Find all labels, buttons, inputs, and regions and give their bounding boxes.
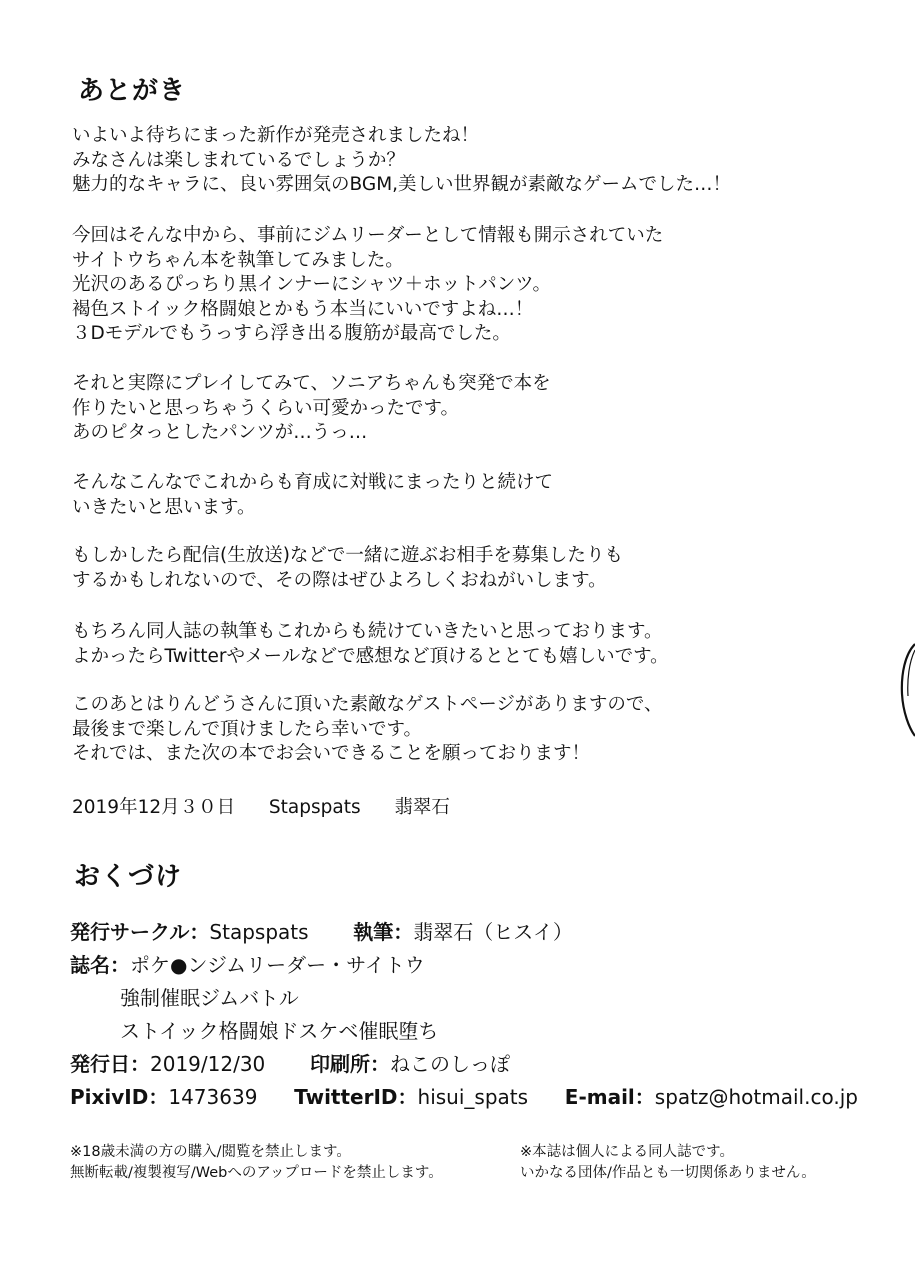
date-label: 発行日： bbox=[70, 1052, 150, 1076]
afterword-heading: あとがき bbox=[78, 76, 187, 106]
note-line: いかなる団体/作品とも一切関係ありません。 bbox=[520, 1165, 816, 1181]
text-line: みなさんは楽しまれているでしょうか？ bbox=[72, 149, 405, 171]
printer-label: 印刷所： bbox=[310, 1052, 390, 1076]
title-line-3: ストイック格闘娘ドスケベ催眠堕ち bbox=[120, 1019, 439, 1043]
writer-value: 翡翠石（ヒスイ） bbox=[413, 920, 573, 944]
printer-value: ねこのしっぽ bbox=[390, 1052, 510, 1076]
text-line: するかもしれないので、その際はぜひよろしくおねがいします。 bbox=[72, 569, 607, 591]
afterword-paragraph-7 bbox=[72, 693, 663, 767]
pixiv-value: 1473639 bbox=[168, 1085, 258, 1109]
title-line-1: ポケ●ンジムリーダー・サイトウ bbox=[130, 953, 425, 977]
pixiv-label: PixivID： bbox=[70, 1085, 169, 1109]
title-line-2: 強制催眠ジムバトル bbox=[120, 986, 299, 1010]
text-line: それでは、また次の本でお会いできることを願っております！ bbox=[72, 743, 591, 764]
notes-right bbox=[520, 1142, 816, 1184]
text-line: それと実際にプレイしてみて、ソニアちゃんも突発で本を bbox=[72, 373, 551, 394]
twitter-label: TwitterID： bbox=[294, 1085, 418, 1109]
text-line: よかったらTwitterやメールなどで感想など頂けるととても嬉しいです。 bbox=[72, 645, 669, 667]
email-label: E-mail： bbox=[564, 1085, 655, 1109]
afterword-paragraph-1 bbox=[72, 124, 731, 198]
text-line: いきたいと思います。 bbox=[72, 496, 256, 518]
colophon-block bbox=[70, 916, 858, 1114]
text-line: もちろん同人誌の執筆もこれからも続けていきたいと思っております。 bbox=[72, 621, 663, 642]
text-line: このあとはりんどうさんに頂いた素敵なゲストページがありますので、 bbox=[72, 694, 663, 715]
afterword-paragraph-5 bbox=[72, 544, 623, 593]
email-value: spatz@hotmail.co.jp bbox=[654, 1085, 858, 1109]
text-line: 最後まで楽しんで頂けましたら幸いです。 bbox=[72, 718, 423, 740]
colophon-row-contact bbox=[70, 1081, 858, 1114]
signature-circle: Stapspats bbox=[268, 797, 361, 818]
colophon-row-circle bbox=[70, 916, 858, 949]
text-line: 褐色ストイック格闘娘とかもう本当にいいですよね…！ bbox=[72, 298, 534, 320]
afterword-signature bbox=[72, 793, 450, 819]
edge-illustration-fragment bbox=[895, 640, 915, 740]
colophon-row-date bbox=[70, 1048, 858, 1081]
afterword-paragraph-2 bbox=[72, 224, 663, 347]
text-line: ３Dモデルでもうっすら浮き出る腹筋が最高でした。 bbox=[72, 323, 511, 344]
note-line: ※18歳未満の方の購入/閲覧を禁止します。 bbox=[70, 1144, 351, 1160]
colophon-row-title-2 bbox=[70, 982, 858, 1015]
circle-label: 発行サークル： bbox=[70, 920, 210, 944]
note-line: ※本誌は個人による同人誌です。 bbox=[520, 1144, 734, 1160]
writer-label: 執筆： bbox=[353, 920, 414, 944]
note-line: 無断転載/複製複写/Webへのアップロードを禁止します。 bbox=[70, 1165, 443, 1181]
text-line: あのピタっとしたパンツが…うっ… bbox=[72, 422, 368, 443]
text-line: 魅力的なキャラに、良い雰囲気のBGM,美しい世界観が素敵なゲームでした…！ bbox=[72, 174, 732, 195]
title-label: 誌名： bbox=[70, 953, 130, 977]
signature-date: 2019年12月３０日 bbox=[72, 797, 236, 818]
afterword-paragraph-4 bbox=[72, 471, 553, 520]
text-line: サイトウちゃん本を執筆してみました。 bbox=[72, 249, 404, 271]
afterword-paragraph-6 bbox=[72, 620, 669, 669]
text-line: 作りたいと思っちゃうくらい可愛かったです。 bbox=[72, 397, 460, 419]
text-line: そんなこんなでこれからも育成に対戦にまったりと続けて bbox=[72, 472, 554, 493]
signature-author: 翡翠石 bbox=[394, 797, 450, 818]
colophon-heading: おくづけ bbox=[74, 862, 183, 892]
date-value: 2019/12/30 bbox=[150, 1052, 266, 1076]
notes-left bbox=[70, 1142, 443, 1184]
text-line: いよいよ待ちにまった新作が発売されましたね！ bbox=[72, 125, 480, 146]
colophon-row-title-3 bbox=[70, 1015, 858, 1048]
text-line: 光沢のあるぴっちり黒インナーにシャツ＋ホットパンツ。 bbox=[72, 274, 551, 295]
afterword-paragraph-3 bbox=[72, 372, 551, 446]
text-line: 今回はそんな中から、事前にジムリーダーとして情報も開示されていた bbox=[72, 225, 664, 246]
colophon-row-title bbox=[70, 949, 858, 982]
circle-value: Stapspats bbox=[209, 920, 309, 944]
twitter-value: hisui_spats bbox=[417, 1085, 529, 1109]
text-line: もしかしたら配信(生放送)などで一緒に遊ぶお相手を募集したりも bbox=[72, 545, 623, 566]
